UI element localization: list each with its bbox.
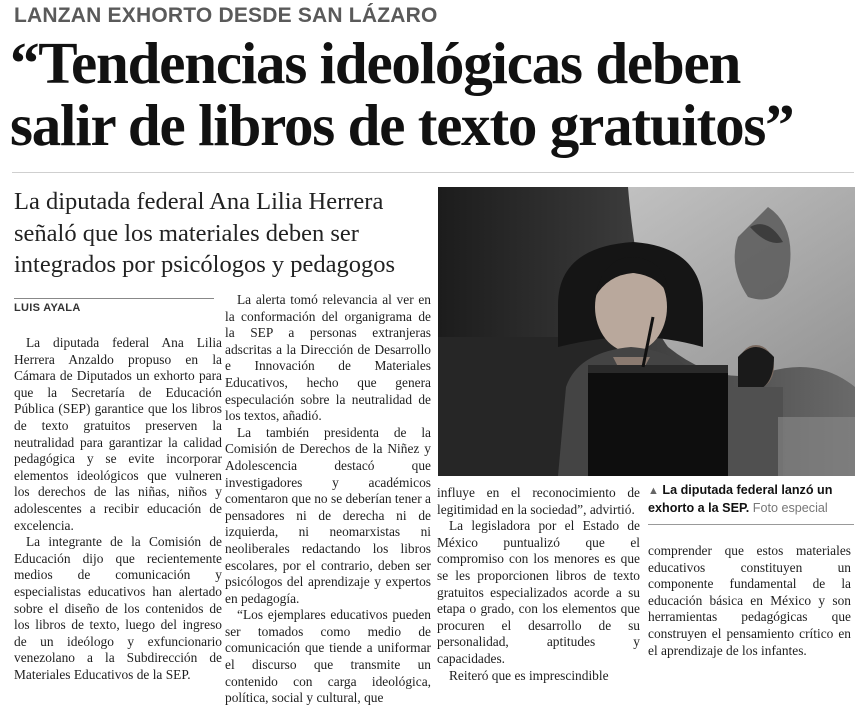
photo-credit: Foto especial (752, 500, 828, 515)
body-paragraph: “Los ejemplares educativos pueden ser tomados como medio de comunicación que tiende a uniformar el discurso que transmite un contenido con carga ideológica, política, social y cultural, que (225, 607, 431, 706)
photo-caption (648, 482, 854, 516)
deck-line-1: La diputada federal Ana Lilia Herrera (14, 188, 384, 215)
body-paragraph: La integrante de la Comisión de Educación dijo que recientemente medios de comunicación y especialistas educativos han alertado sobre el diseño de los contenidos de los libros de texto, luego del ingreso de un ideólogo y exfuncionario venezolano a la Subdirección de Materiales Educativos de la SEP. (14, 534, 222, 682)
body-paragraph: Reiteró que es imprescindible (449, 667, 609, 683)
headline (10, 32, 860, 156)
headline-line-2: salir de libros de texto gratuitos” (10, 92, 794, 158)
deck-line-3: integrados por psicólogos y pedagogos (14, 251, 396, 278)
body-paragraph: La legisladora por el Estado de México puntualizó que el compromiso con los menores es que se les proporcionen libros de texto gratuitos especializados acorde a su etapa o grado, con los elementos que procuren el desarrollo de su personalidad, aptitudes y capacidades. (437, 518, 640, 666)
deck (14, 186, 426, 281)
body-column-1 (14, 335, 222, 683)
headline-line-1: “Tendencias ideológicas deben (10, 30, 741, 96)
body-column-3 (437, 485, 640, 684)
triangle-icon: ▲ (648, 485, 659, 497)
deck-line-2: señaló que los materiales deben ser (14, 219, 359, 247)
body-column-2 (225, 292, 431, 707)
body-column-4 (648, 543, 851, 659)
body-paragraph: influye en el reconocimiento de legitimidad en la sociedad”, advirtió. (437, 485, 640, 517)
kicker: LANZAN EXHORTO DESDE SAN LÁZARO (14, 4, 438, 27)
body-paragraph: comprender que estos materiales educativos constituyen un componente fundamental de la educación básica en México y son herramientas pedagógicas que construyen el pensamiento crítico en el aprendizaje de los infantes. (648, 543, 851, 658)
photo-podium-speaker-icon (438, 187, 855, 476)
body-paragraph: La diputada federal Ana Lilia Herrera Anzaldo propuso en la Cámara de Diputados un exhorto para que la Secretaría de Educación Pública (SEP) garantice que los libros de texto gratuitos preserven la neutralidad para garantizar la calidad pedagógica y se evite incorporar elementos ideológicos que vulneren los derechos de las niñas, niños y adolescentes a recibir educación de excelencia. (14, 335, 222, 533)
photo (438, 187, 855, 476)
byline: LUIS AYALA (14, 298, 214, 314)
body-paragraph: La alerta tomó relevancia al ver en la conformación del organigrama de la SEP a personas extranjeras adscritas a la Dirección de Desarrollo e Innovación de Materiales Educativos, hecho que genera especulación sobre la neutralidad de los textos, añadió. (225, 292, 431, 424)
headline-rule (12, 172, 854, 173)
caption-rule (648, 524, 854, 525)
caption-text: La diputada federal lanzó un exhorto a la SEP. (648, 483, 833, 515)
body-paragraph: La también presidenta de la Comisión de Derechos de la Niñez y Adolescencia destacó que investigadores y académicos comentaron que no se deberían tener a pensadores ni de derecha ni de izquierda, ni neomarxistas ni neoliberales redactando los libros escolares, por el contrario, deben ser psicólogos del aprendizaje y expertos en pedagogía. (225, 424, 431, 606)
